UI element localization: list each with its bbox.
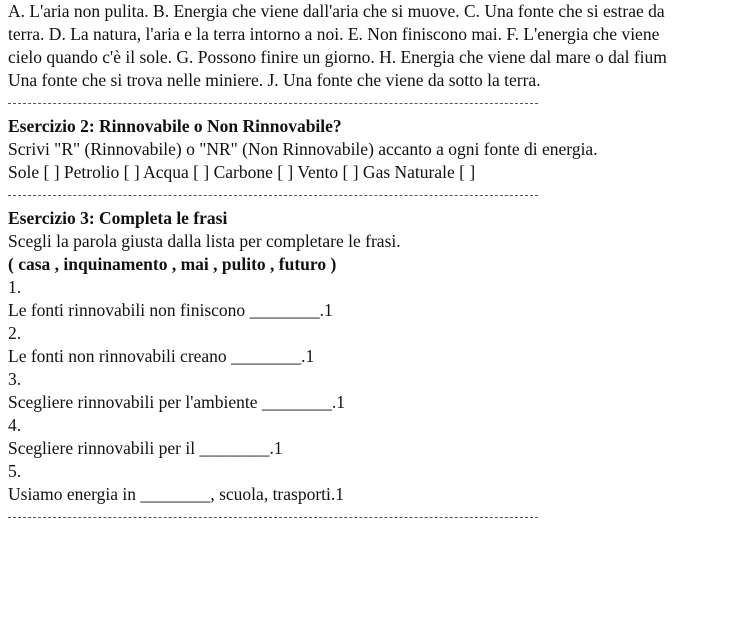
question-item [8,276,750,322]
energy-sources-list[interactable]: Sole [ ] Petrolio [ ] Acqua [ ] Carbone [ ] Vento [ ] Gas Naturale [ ] [8,162,476,182]
question-text [8,391,750,414]
answer-blank[interactable]: ________ [261,392,332,412]
question-number: 1. [8,277,22,297]
question-suffix: .1 [269,438,283,458]
question-prefix: Scegliere rinnovabili per l'ambiente [8,392,262,412]
question-number: 5. [8,461,22,481]
answer-blank[interactable]: ________ [249,300,320,320]
answer-blank[interactable]: ________ [140,484,211,504]
definitions-line: Una fonte che si trova nelle miniere. J. Una fonte che viene da sotto la terra. [8,70,541,90]
definitions-line: terra. D. La natura, l'aria e la terra intorno a noi. E. Non finiscono mai. F. L'energia che viene [8,24,660,44]
answer-blank[interactable]: ________ [199,438,270,458]
section-divider [8,517,538,518]
question-suffix: .1 [301,346,315,366]
question-text [8,483,750,506]
question-suffix: , scuola, trasporti.1 [210,484,345,504]
question-prefix: Usiamo energia in [8,484,141,504]
answer-blank[interactable]: ________ [231,346,302,366]
section-divider [8,195,538,196]
word-list: ( casa , inquinamento , mai , pulito , futuro ) [8,254,337,274]
question-text [8,437,750,460]
question-text [8,345,750,368]
worksheet-page [8,0,750,529]
question-item [8,414,750,460]
question-item [8,460,750,506]
question-prefix: Le fonti rinnovabili non finiscono [8,300,250,320]
exercise-2-title: Esercizio 2: Rinnovabile o Non Rinnovabile? [8,116,342,136]
question-suffix: .1 [319,300,333,320]
question-suffix: .1 [331,392,346,412]
question-text [8,299,750,322]
section-divider [8,103,538,104]
exercise-2-instruction: Scrivi "R" (Rinnovabile) o "NR" (Non Rinnovabile) accanto a ogni fonte di energia. [8,139,598,159]
question-item [8,322,750,368]
question-prefix: Le fonti non rinnovabili creano [8,346,232,366]
definitions-line: A. L'aria non pulita. B. Energia che viene dall'aria che si muove. C. Una fonte che si estrae da [8,1,665,21]
question-number: 4. [8,415,22,435]
definitions-paragraph [8,0,750,92]
exercise-3-instruction: Scegli la parola giusta dalla lista per completare le frasi. [8,231,401,251]
definitions-line: cielo quando c'è il sole. G. Possono finire un giorno. H. Energia che viene dal mare o dal fium [8,47,667,67]
question-prefix: Scegliere rinnovabili per il [8,438,200,458]
exercise-3-section [8,207,750,506]
question-number: 3. [8,369,22,389]
exercise-2-section [8,115,750,184]
question-number: 2. [8,323,22,343]
exercise-3-title: Esercizio 3: Completa le frasi [8,208,228,228]
question-item [8,368,750,414]
